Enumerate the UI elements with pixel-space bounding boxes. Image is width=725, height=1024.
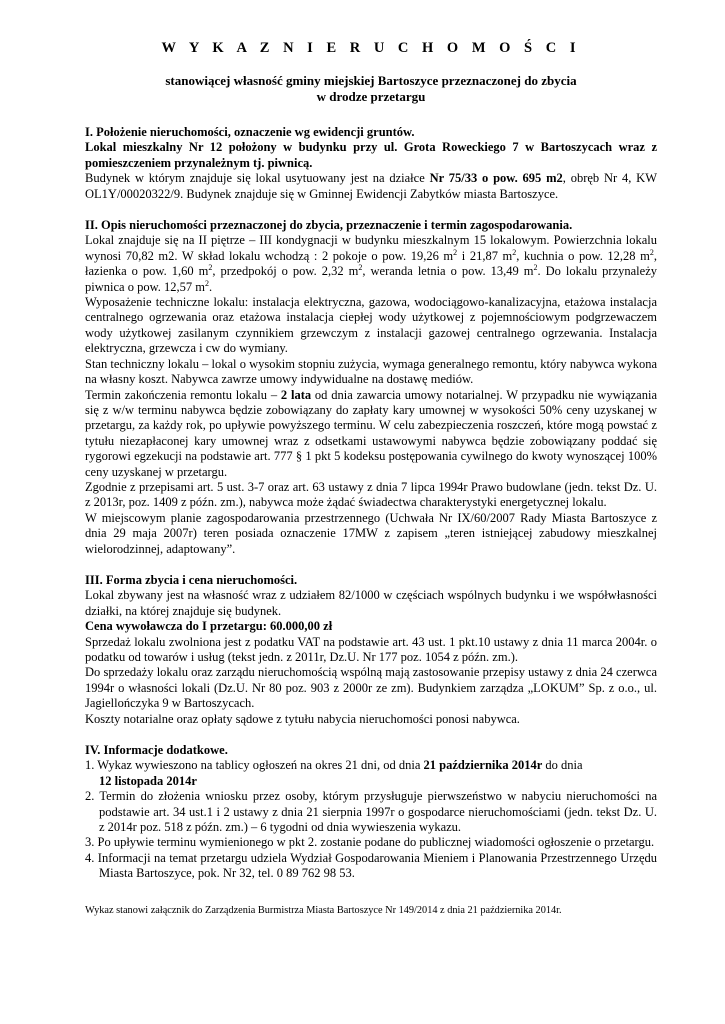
- section-price-heading: III. Forma zbycia i cena nieruchomości.: [85, 572, 298, 587]
- unit-rooms-paragraph: [85, 233, 657, 295]
- plot-number: Nr 75/33 o pow. 695 m2: [429, 171, 563, 186]
- subtitle-line-2: w drodze przetargu: [316, 89, 426, 104]
- footer-note: Wykaz stanowi załącznik do Zarządzenia Burmistrza Miasta Bartoszyce Nr 149/2014 z dnia 21 października 2014r.: [85, 904, 562, 916]
- subtitle-line-1: stanowiącej własność gminy miejskiej Bartoszyce przeznaczonej do zbycia: [165, 73, 577, 88]
- sup-2: 2: [533, 263, 538, 273]
- zoning-plan-paragraph: W miejscowym planie zagospodarowania przestrzennego (Uchwała Nr IX/60/2007 Rady Miasta Bartoszyce z dnia 29 maja 2007r) teren posiada oznaczenie 17MW z zapisem „teren istniejącej zabudowy mieszkalnej wielorodzinnej, adaptowany”.: [85, 510, 657, 556]
- section-description: [85, 218, 657, 557]
- list-item: 2. Termin do złożenia wniosku przez osoby, którym przysługuje pierwszeństwo w nabyciu nieruchomości na podstawie art. 34 ust.1 i 2 ustawy z dnia 21 sierpnia 1997r o gospodarce nieruchomościami (jedn. tekst Dz. U. z 2014r poz. 518 z późn. zm.) – 6 tygodni od dnia wywieszenia wykazu.: [85, 789, 657, 835]
- rooms-text-d: , łazienka o pow. 1,60 m: [85, 248, 657, 279]
- renovation-term-paragraph: [85, 388, 657, 480]
- rooms-text-f: , weranda letnia o pow. 13,49 m: [362, 264, 534, 279]
- section-location-building: [85, 171, 657, 202]
- starting-price: Cena wywoławcza do I przetargu: 60.000,00 zł: [85, 619, 333, 634]
- building-text-1: Budynek w którym znajduje się lokal usytuowany jest na działce: [85, 171, 430, 186]
- renovation-term: 2 lata: [280, 387, 312, 402]
- ownership-paragraph: Lokal zbywany jest na własność wraz z udziałem 82/1000 w częściach wspólnych budynku i we współwłasności działki, na której znajduje się budynek.: [85, 588, 657, 618]
- sup-2: 2: [649, 247, 654, 257]
- technical-equipment-paragraph: Wyposażenie techniczne lokalu: instalacja elektryczna, gazowa, wodociągowo-kanalizacyjna, etażowa instalacja centralnego ogrzewania oraz etażowa instalacja ciepłej wody użytkowej z pojemnościowym podgrzewaczem wody użytkowej zasilanym czynnikiem grzewczym z instalacji gazowej centralnego ogrzewania. Instalacja elektryczna, grzewcza i cw do wymiany.: [85, 295, 657, 356]
- costs-paragraph: Koszty notarialne oraz opłaty sądowe z tytułu nabycia nieruchomości ponosi nabywca.: [85, 711, 520, 726]
- document-title: W Y K A Z N I E R U C H O M O Ś C I: [161, 40, 581, 56]
- renovation-text-b: od dnia zawarcia umowy notarialnej. W przypadku nie wywiązania się z w/w terminu nabywca będzie zobowiązany do zapłaty kary umownej w wysokości 50% ceny uzyskanej w przetargu, za każdy rok, po upływie powyższego terminu. W celu zabezpieczenia roszczeń, które mogą powstać z tytułu niezapłaconej kary umownej wraz z odsetkami ustawowymi nabywca będzie zobowiązany poddać się rygorowi egzekucji na podstawie art. 777 § 1 pkt 5 kodeksu postępowania cywilnego do kwoty wynoszącej 100% ceny uzyskanej w przetargu.: [85, 387, 657, 479]
- item1-start-date: 21 października 2014r: [423, 758, 543, 773]
- sup-2: 2: [208, 263, 213, 273]
- section-price: [85, 573, 657, 727]
- item1-end-date: 12 listopada 2014r: [99, 773, 197, 788]
- list-item: [85, 758, 657, 789]
- document-page: [85, 40, 657, 917]
- list-item: 4. Informacji na temat przetargu udziela Wydział Gospodarowania Mieniem i Planowania Przestrzennego Urzędu Miasta Bartoszyce, pok. Nr 32, tel. 0 89 762 98 53.: [85, 850, 657, 881]
- rooms-text-c: , kuchnia o pow. 12,28 m: [516, 248, 650, 263]
- section-location-heading: I. Położenie nieruchomości, oznaczenie wg ewidencji gruntów.: [85, 125, 415, 139]
- rooms-text-g: . Do lokalu przynależy piwnica o pow. 12,57 m: [85, 264, 657, 294]
- rooms-text-a: Lokal znajduje się na II piętrze – III kondygnacji w budynku mieszkalnym 15 lokalowym. Powierzchnia lokalu wynosi 70,82 m2. W skład lokalu wchodzą : 2 pokoje o pow. 19,26 m: [85, 233, 657, 263]
- rooms-text-e: , przedpokój o pow. 2,32 m: [212, 264, 359, 279]
- rooms-text-h: .: [209, 279, 213, 294]
- sup-2: 2: [358, 263, 363, 273]
- sup-2: 2: [512, 247, 517, 257]
- vat-paragraph: Sprzedaż lokalu zwolniona jest z podatku VAT na podstawie art. 43 ust. 1 pkt.10 ustawy z dnia 11 marca 2004r. o podatku od towarów i usług (tekst jedn. z 2011r, Dz.U. Nr 177 poz. 1054 z późn. zm.).: [85, 634, 657, 664]
- info-list: [85, 758, 657, 881]
- section-description-heading: II. Opis nieruchomości przeznaczonej do zbycia, przeznaczenie i termin zagospodarowania.: [85, 218, 573, 233]
- document-subtitle: [85, 73, 657, 105]
- section-location-unit: Lokal mieszkalny Nr 12 położony w budynku przy ul. Grota Roweckiego 7 w Bartoszycach wraz z pomieszczeniem przynależnym tj. piwnicą.: [85, 140, 657, 170]
- sup-2: 2: [205, 278, 210, 288]
- ownership-law-paragraph: Do sprzedaży lokalu oraz zarządu nieruchomością wspólną mają zastosowanie przepisy ustawy z dnia 24 czerwca 1994r o własności lokali (Dz.U. Nr 80 poz. 903 z 2000r ze zm). Budynkiem zarządza „LOKUM” Sp. z o.o., ul. Jagiellończyka 9 w Bartoszycach.: [85, 665, 657, 711]
- energy-certificate-paragraph: Zgodnie z przepisami art. 5 ust. 3-7 oraz art. 63 ustawy z dnia 7 lipca 1994r Prawo budowlane (jedn. tekst Dz. U. z 2013r, poz. 1409 z późn. zm.), nabywca może żądać świadectwa charakterystyki energetycznej lokalu.: [85, 479, 657, 510]
- section-additional-heading: IV. Informacje dodatkowe.: [85, 743, 228, 758]
- list-item: 3. Po upływie terminu wymienionego w pkt 2. zostanie podane do publicznej wiadomości ogłoszenie o przetargu.: [85, 835, 655, 850]
- rooms-text-b: i 21,87 m: [457, 248, 513, 263]
- building-text-2: , obręb Nr 4, KW OL1Y/00020322/9. Budynek znajduje się w Gminnej Ewidencji Zabytków miasta Bartoszyce.: [85, 171, 658, 201]
- renovation-text-a: Termin zakończenia remontu lokalu –: [85, 387, 281, 402]
- item1-text-a: 1. Wykaz wywieszono na tablicy ogłoszeń na okres 21 dni, od dnia: [85, 758, 424, 773]
- section-location: [85, 125, 657, 202]
- technical-condition-paragraph: Stan techniczny lokalu – lokal o wysokim stopniu zużycia, wymaga generalnego remontu, który nabywca wykona na własny koszt. Nabywca zawrze umowy indywidualne na dostawę mediów.: [85, 356, 657, 387]
- item1-text-c: do dnia: [542, 758, 583, 773]
- sup-2: 2: [453, 247, 458, 257]
- section-additional-info: [85, 743, 657, 882]
